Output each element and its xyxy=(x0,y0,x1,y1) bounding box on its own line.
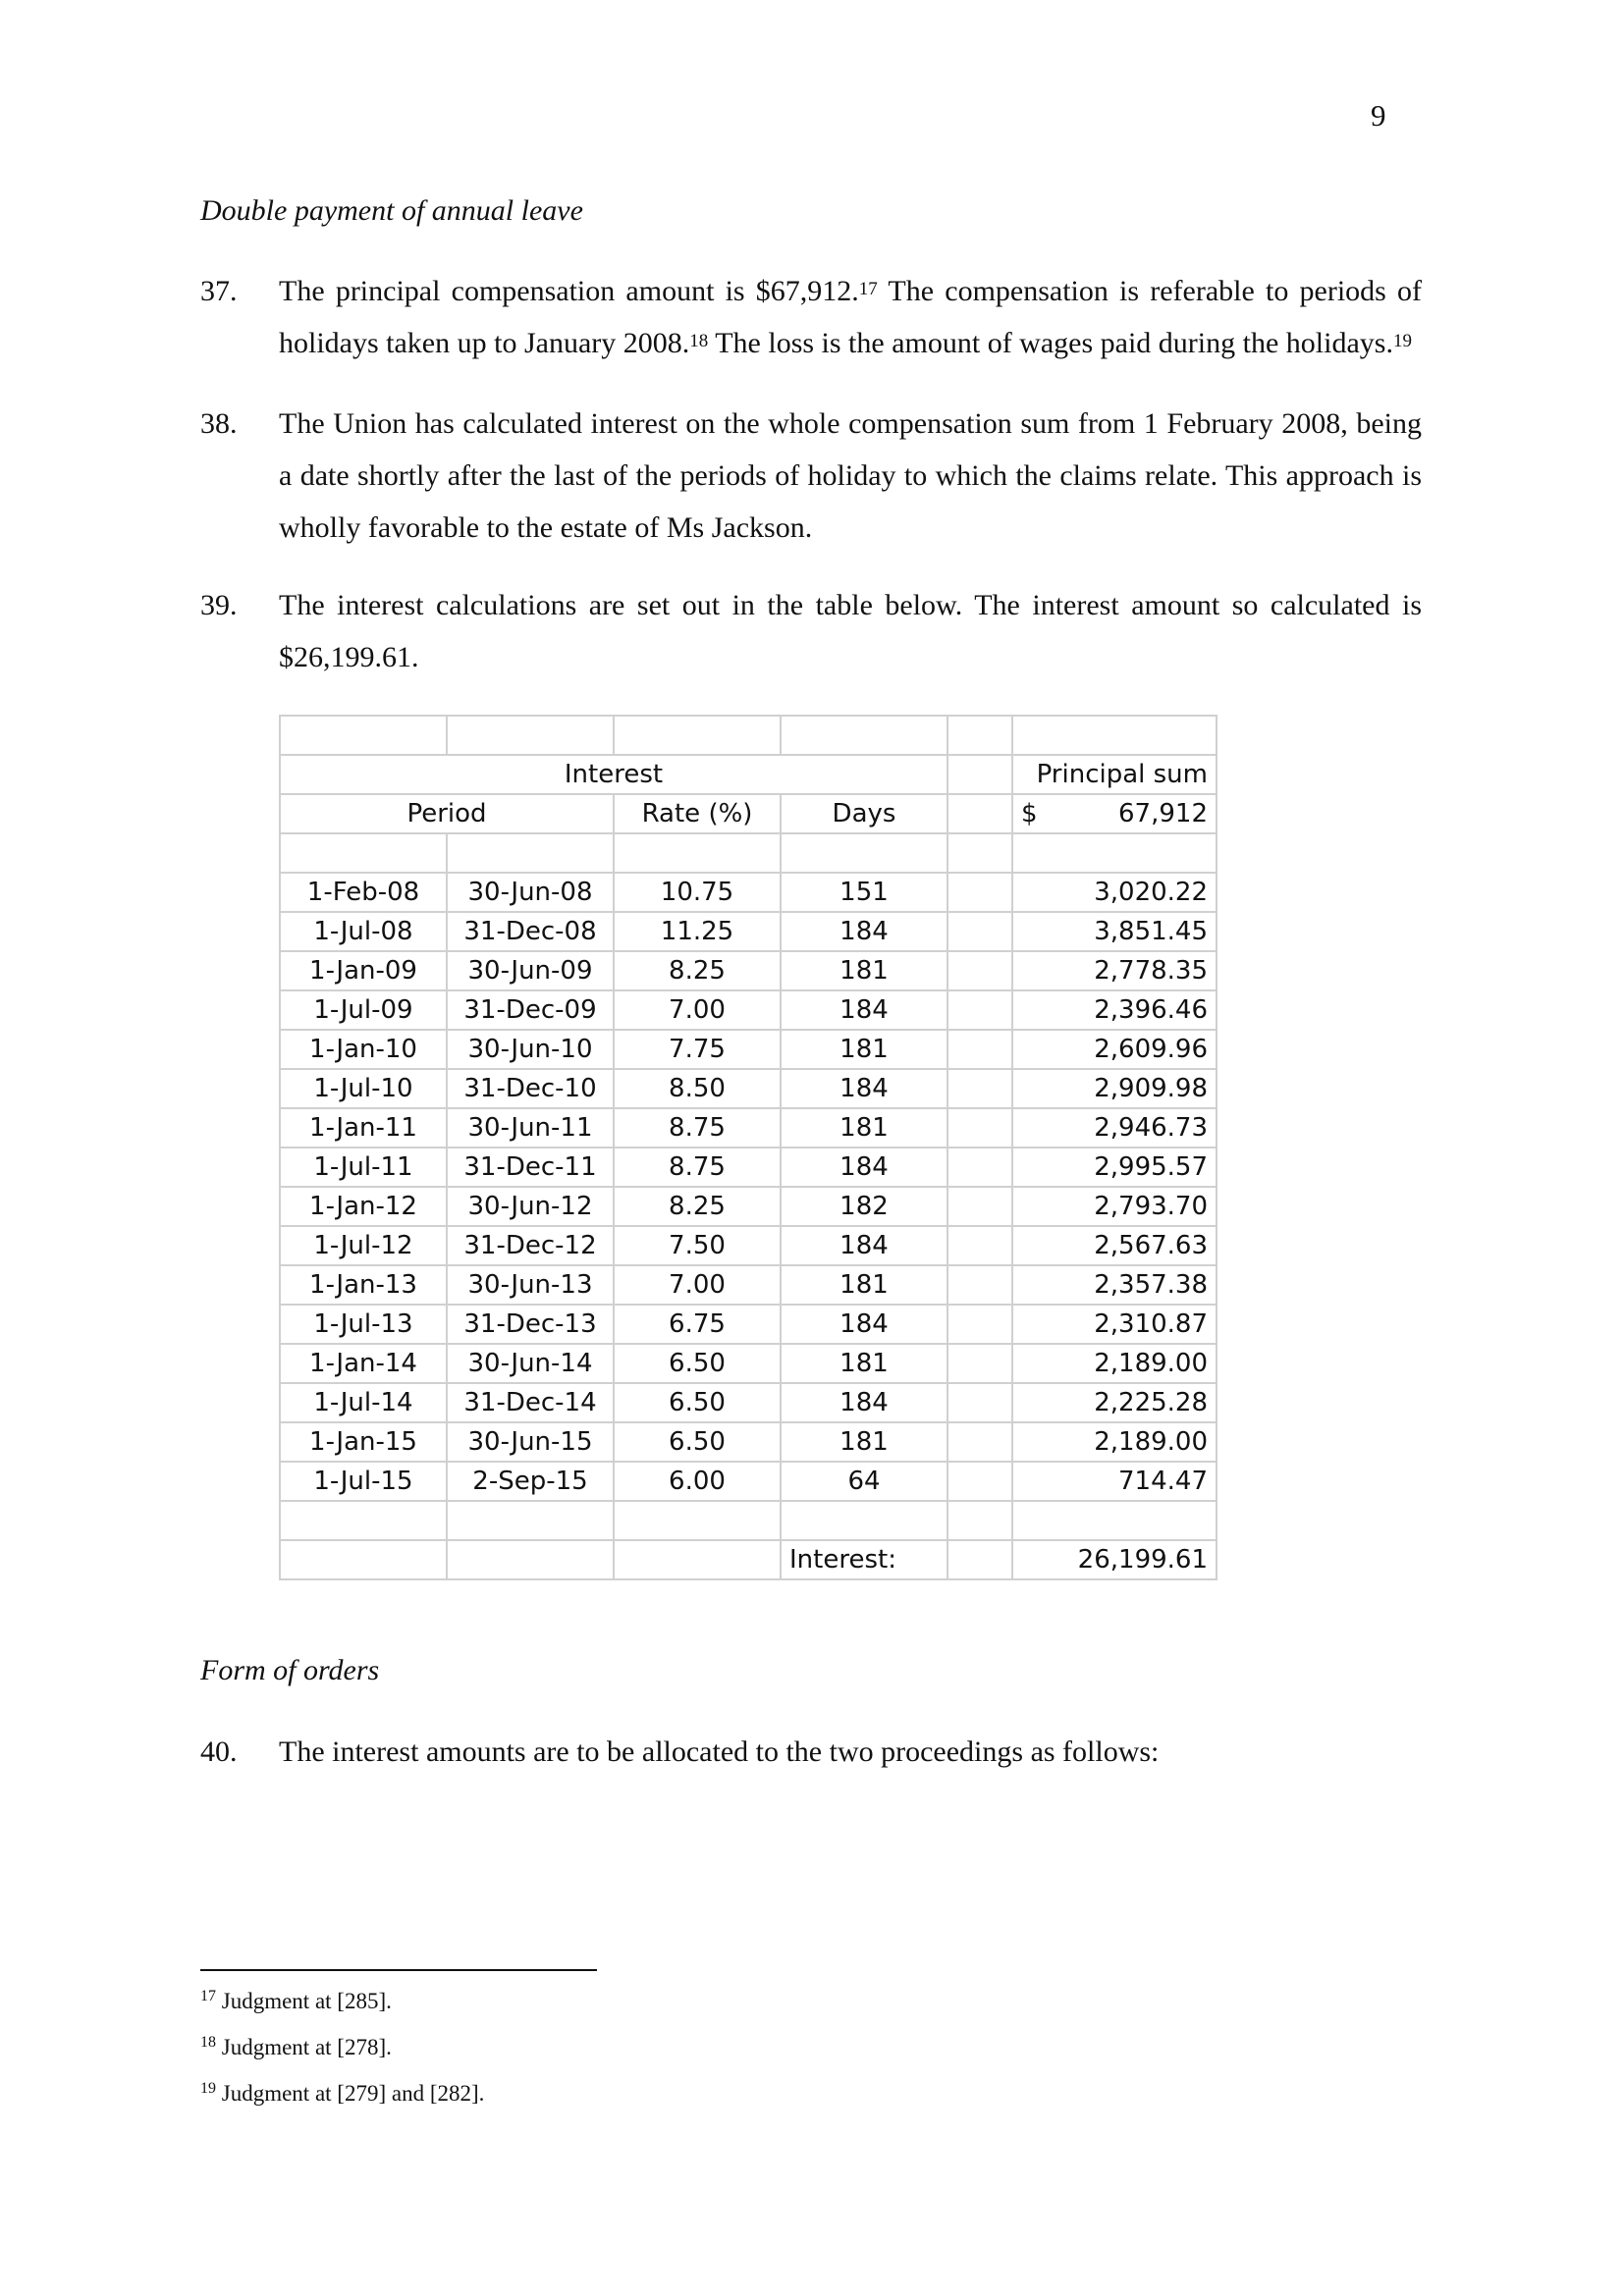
rate-cell: 6.50 xyxy=(614,1383,781,1422)
amount-cell: 2,189.00 xyxy=(1012,1344,1217,1383)
empty-cell xyxy=(614,1501,781,1540)
period-to: 30-Jun-11 xyxy=(447,1108,614,1148)
table-row-blank-spacer xyxy=(280,833,1217,873)
header-interest: Interest xyxy=(280,755,947,794)
text-part: The principal compensation amount is $67,912. xyxy=(279,275,859,307)
empty-cell xyxy=(947,1383,1012,1422)
period-from: 1-Jul-15 xyxy=(280,1462,447,1501)
empty-cell xyxy=(947,1540,1012,1579)
interest-table xyxy=(279,715,1217,1580)
total-amount: 26,199.61 xyxy=(1012,1540,1217,1579)
amount-cell: 2,946.73 xyxy=(1012,1108,1217,1148)
principal-currency: $ xyxy=(1021,799,1038,828)
amount-cell: 2,396.46 xyxy=(1012,990,1217,1030)
table-row xyxy=(280,1030,1217,1069)
footnote-text: Judgment at [285]. xyxy=(221,1989,392,2013)
rate-cell: 11.25 xyxy=(614,912,781,951)
period-from: 1-Jan-13 xyxy=(280,1265,447,1305)
empty-cell xyxy=(947,1226,1012,1265)
period-from: 1-Jan-10 xyxy=(280,1030,447,1069)
empty-cell xyxy=(947,873,1012,912)
paragraph-number: 39. xyxy=(200,589,238,621)
table-row-blank-bottom xyxy=(280,1501,1217,1540)
period-to: 31-Dec-13 xyxy=(447,1305,614,1344)
rate-cell: 6.75 xyxy=(614,1305,781,1344)
period-to: 31-Dec-14 xyxy=(447,1383,614,1422)
table-row xyxy=(280,1226,1217,1265)
period-from: 1-Jul-14 xyxy=(280,1383,447,1422)
rate-cell: 7.50 xyxy=(614,1226,781,1265)
amount-cell: 2,225.28 xyxy=(1012,1383,1217,1422)
paragraph-text: The Union has calculated interest on the whole compensation sum from 1 February 2008, being a date shortly after the last of the periods of holiday to which the claims relate. This approach is wholly favorable to the estate of Ms Jackson. xyxy=(279,407,1422,544)
table-row xyxy=(280,1069,1217,1108)
empty-cell xyxy=(947,1030,1012,1069)
empty-cell xyxy=(447,1501,614,1540)
amount-cell: 2,909.98 xyxy=(1012,1069,1217,1108)
rate-cell: 7.75 xyxy=(614,1030,781,1069)
table-row xyxy=(280,1265,1217,1305)
days-cell: 184 xyxy=(781,1383,947,1422)
total-label: Interest: xyxy=(781,1540,947,1579)
empty-cell xyxy=(947,1069,1012,1108)
paragraph-number: 40. xyxy=(200,1735,238,1768)
table-row xyxy=(280,951,1217,990)
days-cell: 181 xyxy=(781,1422,947,1462)
amount-cell: 2,609.96 xyxy=(1012,1030,1217,1069)
period-from: 1-Jul-09 xyxy=(280,990,447,1030)
paragraph-text: The interest amounts are to be allocated to the two proceedings as follows: xyxy=(279,1735,1160,1768)
footnote-number: 18 xyxy=(200,2034,216,2051)
table-header-row-2 xyxy=(280,794,1217,833)
empty-cell xyxy=(947,1344,1012,1383)
principal-amount: 67,912 xyxy=(1118,799,1208,828)
period-to: 30-Jun-10 xyxy=(447,1030,614,1069)
days-cell: 184 xyxy=(781,1148,947,1187)
days-cell: 184 xyxy=(781,1305,947,1344)
period-from: 1-Jan-09 xyxy=(280,951,447,990)
text-part: The loss is the amount of wages paid during the holidays. xyxy=(708,327,1393,359)
period-to: 30-Jun-12 xyxy=(447,1187,614,1226)
period-from: 1-Jan-14 xyxy=(280,1344,447,1383)
table-row xyxy=(280,873,1217,912)
paragraph-37 xyxy=(200,265,1422,369)
header-rate: Rate (%) xyxy=(614,794,781,833)
rate-cell: 8.25 xyxy=(614,1187,781,1226)
footnote-ref-17[interactable]: 17 xyxy=(858,279,878,299)
footnote-19 xyxy=(200,2081,484,2107)
amount-cell: 2,793.70 xyxy=(1012,1187,1217,1226)
period-from: 1-Jan-15 xyxy=(280,1422,447,1462)
principal-amount-cell xyxy=(1012,794,1217,833)
table-row xyxy=(280,1187,1217,1226)
days-cell: 181 xyxy=(781,1108,947,1148)
period-to: 31-Dec-11 xyxy=(447,1148,614,1187)
period-from: 1-Jul-08 xyxy=(280,912,447,951)
days-cell: 184 xyxy=(781,1226,947,1265)
footnote-17 xyxy=(200,1989,392,2014)
empty-cell xyxy=(947,1265,1012,1305)
table-total-row xyxy=(280,1540,1217,1579)
days-cell: 181 xyxy=(781,1030,947,1069)
amount-cell: 3,020.22 xyxy=(1012,873,1217,912)
period-from: 1-Jan-12 xyxy=(280,1187,447,1226)
empty-cell xyxy=(947,1108,1012,1148)
period-to: 31-Dec-10 xyxy=(447,1069,614,1108)
rate-cell: 6.50 xyxy=(614,1422,781,1462)
empty-cell xyxy=(280,1501,447,1540)
rate-cell: 7.00 xyxy=(614,1265,781,1305)
paragraph-number: 37. xyxy=(200,275,238,307)
rate-cell: 8.25 xyxy=(614,951,781,990)
empty-cell xyxy=(447,1540,614,1579)
table-row xyxy=(280,1305,1217,1344)
table-row xyxy=(280,1344,1217,1383)
paragraph-text: The interest calculations are set out in the table below. The interest amount so calculated is $26,199.61. xyxy=(279,589,1422,673)
period-from: 1-Feb-08 xyxy=(280,873,447,912)
rate-cell: 6.50 xyxy=(614,1344,781,1383)
rate-cell: 6.00 xyxy=(614,1462,781,1501)
days-cell: 184 xyxy=(781,1069,947,1108)
footnote-18 xyxy=(200,2035,392,2060)
table-row xyxy=(280,1462,1217,1501)
text-part: The compensation is referable to periods of holidays taken up to January 2008. xyxy=(279,275,1422,359)
empty-cell xyxy=(947,1148,1012,1187)
period-to: 31-Dec-12 xyxy=(447,1226,614,1265)
days-cell: 181 xyxy=(781,1344,947,1383)
period-to: 2-Sep-15 xyxy=(447,1462,614,1501)
period-to: 30-Jun-15 xyxy=(447,1422,614,1462)
period-from: 1-Jul-10 xyxy=(280,1069,447,1108)
table-row xyxy=(280,1383,1217,1422)
days-cell: 64 xyxy=(781,1462,947,1501)
empty-cell xyxy=(947,951,1012,990)
table-row xyxy=(280,912,1217,951)
page-number: 9 xyxy=(1371,98,1386,133)
days-cell: 181 xyxy=(781,1265,947,1305)
header-period: Period xyxy=(280,794,614,833)
rate-cell: 8.75 xyxy=(614,1148,781,1187)
table-row xyxy=(280,990,1217,1030)
empty-cell xyxy=(280,1540,447,1579)
rate-cell: 8.75 xyxy=(614,1108,781,1148)
period-to: 30-Jun-09 xyxy=(447,951,614,990)
table-row-blank-top xyxy=(280,716,1217,755)
paragraph-38 xyxy=(200,398,1422,554)
amount-cell: 2,189.00 xyxy=(1012,1422,1217,1462)
days-cell: 181 xyxy=(781,951,947,990)
period-to: 31-Dec-09 xyxy=(447,990,614,1030)
footnote-ref-18[interactable]: 18 xyxy=(689,331,709,351)
footnote-number: 19 xyxy=(200,2080,216,2097)
paragraph-number: 38. xyxy=(200,407,238,440)
amount-cell: 2,567.63 xyxy=(1012,1226,1217,1265)
table-row xyxy=(280,1148,1217,1187)
amount-cell: 3,851.45 xyxy=(1012,912,1217,951)
empty-cell xyxy=(781,1501,947,1540)
period-from: 1-Jan-11 xyxy=(280,1108,447,1148)
empty-cell xyxy=(947,912,1012,951)
empty-cell xyxy=(947,1501,1012,1540)
section-heading-double-payment: Double payment of annual leave xyxy=(200,194,583,227)
empty-cell xyxy=(947,1422,1012,1462)
empty-cell xyxy=(1012,1501,1217,1540)
table-row xyxy=(280,1108,1217,1148)
header-principal-sum: Principal sum xyxy=(1012,755,1217,794)
amount-cell: 714.47 xyxy=(1012,1462,1217,1501)
rate-cell: 7.00 xyxy=(614,990,781,1030)
amount-cell: 2,778.35 xyxy=(1012,951,1217,990)
footnote-separator xyxy=(200,1969,597,1971)
days-cell: 184 xyxy=(781,912,947,951)
paragraph-39 xyxy=(200,579,1422,683)
empty-cell xyxy=(947,1187,1012,1226)
period-to: 30-Jun-08 xyxy=(447,873,614,912)
section-heading-form-of-orders: Form of orders xyxy=(200,1654,380,1686)
period-to: 30-Jun-13 xyxy=(447,1265,614,1305)
paragraph-text xyxy=(279,265,1422,369)
period-to: 31-Dec-08 xyxy=(447,912,614,951)
rate-cell: 8.50 xyxy=(614,1069,781,1108)
period-from: 1-Jul-13 xyxy=(280,1305,447,1344)
header-days: Days xyxy=(781,794,947,833)
empty-cell xyxy=(947,990,1012,1030)
footnote-text: Judgment at [279] and [282]. xyxy=(221,2081,485,2106)
empty-cell xyxy=(947,1305,1012,1344)
paragraph-40 xyxy=(200,1726,1422,1778)
rate-cell: 10.75 xyxy=(614,873,781,912)
amount-cell: 2,310.87 xyxy=(1012,1305,1217,1344)
footnote-ref-19[interactable]: 19 xyxy=(1392,331,1412,351)
period-from: 1-Jul-12 xyxy=(280,1226,447,1265)
footnote-number: 17 xyxy=(200,1988,216,2004)
footnote-text: Judgment at [278]. xyxy=(221,2035,392,2059)
days-cell: 184 xyxy=(781,990,947,1030)
table-row xyxy=(280,1422,1217,1462)
amount-cell: 2,995.57 xyxy=(1012,1148,1217,1187)
table-header-row-1 xyxy=(280,755,1217,794)
period-to: 30-Jun-14 xyxy=(447,1344,614,1383)
days-cell: 151 xyxy=(781,873,947,912)
amount-cell: 2,357.38 xyxy=(1012,1265,1217,1305)
empty-cell xyxy=(947,1462,1012,1501)
period-from: 1-Jul-11 xyxy=(280,1148,447,1187)
empty-cell xyxy=(614,1540,781,1579)
days-cell: 182 xyxy=(781,1187,947,1226)
